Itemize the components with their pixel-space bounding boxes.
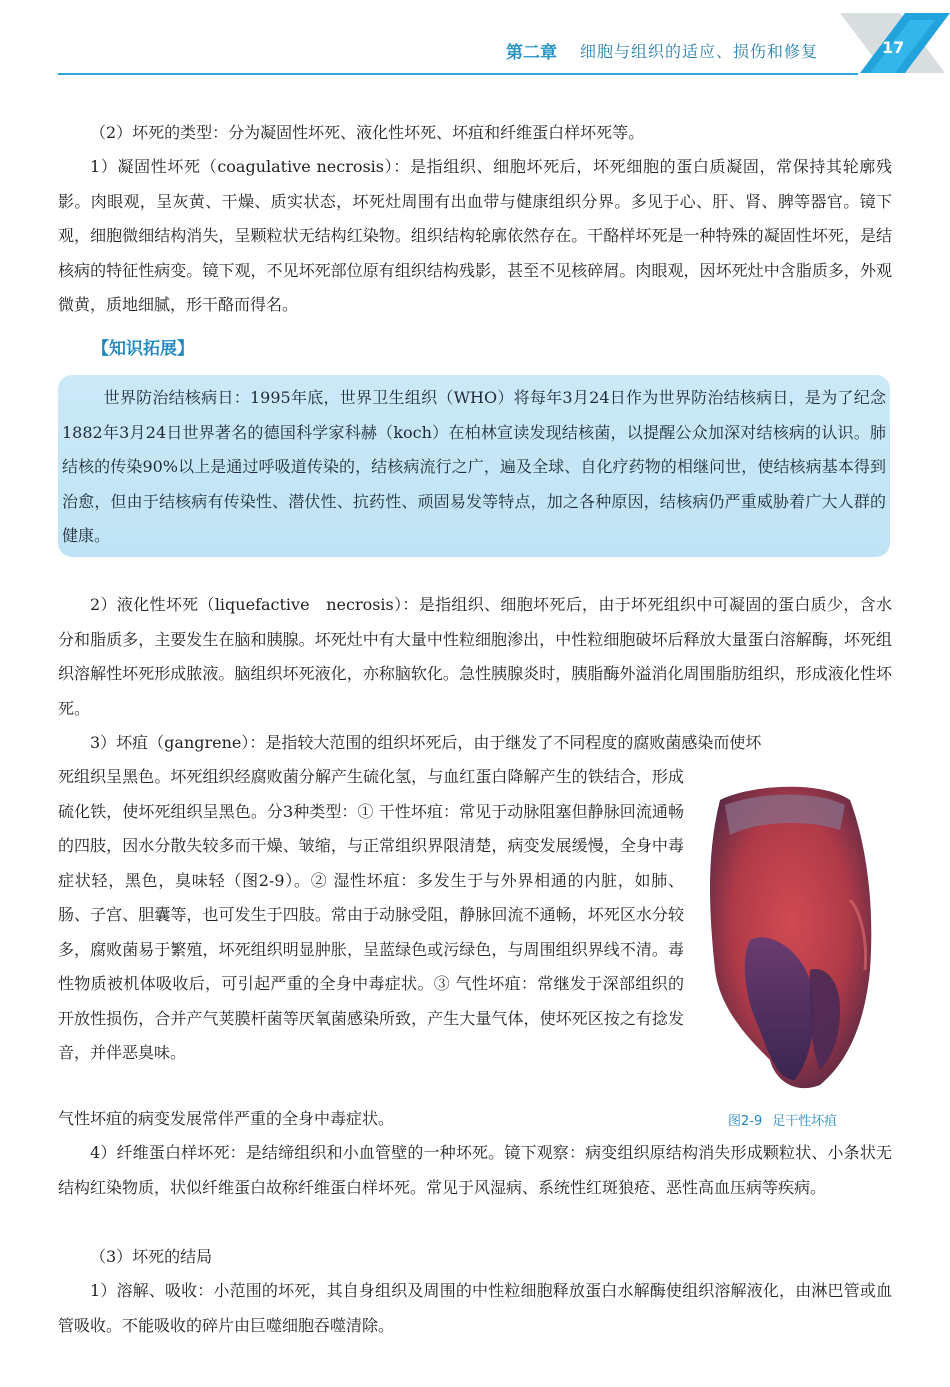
page-header: [0, 0, 950, 80]
header-divider: [58, 73, 858, 75]
figure-caption: [728, 1110, 847, 1129]
paragraph-gangrene-body: 死组织呈黑色。坏死组织经腐败菌分解产生硫化氢，与血红蛋白降解产生的铁结合，形成硫化铁，使坏死组织呈黑色。分3种类型：① 干性坏疽：常见于动脉阻塞但静脉回流通畅的四肢，因水分散失较多而干燥、皱缩，与正常组织界限清楚，病变发展缓慢，全身中毒症状轻，黑色，臭味轻（图2-9）。② 湿性坏疽：多发生于与外界相通的内脏，如肺、肠、子宫、胆囊等，也可发生于四肢。常由于动脉受阻，静脉回流不通畅，坏死区水分较多，腐败菌易于繁殖，坏死组织明显肿胀，呈蓝绿色或污绿色，与周围组织界线不清。毒性物质被机体吸收后，可引起严重的全身中毒症状。③ 气性坏疽：常继发于深部组织的开放性损伤，合并产气荚膜杆菌等厌氧菌感染所致，产生大量气体，使坏死区按之有捻发音，并伴恶臭味。: [58, 767, 684, 1062]
paragraph-gangrene-end: 气性坏疽的病变发展常伴严重的全身中毒症状。: [58, 1109, 395, 1128]
figure-caption-text: 足干性坏疽: [772, 1114, 838, 1129]
paragraph-coagulative-necrosis: 1）凝固性坏死（coagulative necrosis）：是指组织、细胞坏死后，坏死细胞的蛋白质凝固，常保持其轮廓残影。肉眼观，呈灰黄、干燥、质实状态，坏死灶周围有出血带与健康组织分界。多见于心、肝、肾、脾等器官。镜下观，细胞微细结构消失，呈颗粒状无结构红染物。组织结构轮廓依然存在。干酪样坏死是一种特殊的凝固性坏死，是结核病的特征性病变。镜下观，不见坏死部位原有组织结构残影，甚至不见核碎屑。肉眼观，因坏死灶中含脂质多，外观微黄，质地细腻，形干酪而得名。: [58, 157, 892, 314]
figure-number: 图2-9: [728, 1114, 763, 1129]
paragraph-liquefactive-necrosis: 2）液化性坏死（liquefactive necrosis）：是指组织、细胞坏死后，由于坏死组织中可凝固的蛋白质少，含水分和脂质多，主要发生在脑和胰腺。坏死灶中有大量中性粒细胞渗出，中性粒细胞破坏后释放大量蛋白溶解酶，坏死组织溶解性坏死形成脓液。脑组织坏死液化，亦称脑软化。急性胰腺炎时，胰脂酶外溢消化周围脂肪组织，形成液化性坏死。: [58, 595, 892, 718]
page-number: 17: [882, 38, 905, 57]
chapter-title: 细胞与组织的适应、损伤和修复: [580, 42, 819, 61]
paragraph-gangrene-intro: 3）坏疽（gangrene）：是指较大范围的组织坏死后，由于继发了不同程度的腐败菌感染而使坏: [90, 733, 762, 752]
paragraph-necrosis-types: （2）坏死的类型：分为凝固性坏死、液化性坏死、坏疽和纤维蛋白样坏死等。: [90, 123, 645, 142]
chapter-number: 第二章: [506, 43, 557, 63]
knowledge-extension-tag: 【知识拓展】: [92, 339, 194, 359]
paragraph-fibrinoid-necrosis: 4）纤维蛋白样坏死：是结缔组织和小血管壁的一种坏死。镜下观察：病变组织原结构消失形成颗粒状、小条状无结构红染物质，状似纤维蛋白故称纤维蛋白样坏死。常见于风湿病、系统性红斑狼疮、恶性高血压病等疾病。: [58, 1143, 892, 1197]
dry-gangrene-figure: [700, 780, 900, 1100]
knowledge-extension-text: 世界防治结核病日：1995年底，世界卫生组织（WHO）将每年3月24日作为世界防治结核病日，是为了纪念1882年3月24日世界著名的德国科学家科赫（koch）在柏林宣读发现结核菌，以提醒公众加深对结核病的认识。肺结核的传染90%以上是通过呼吸道传染的，结核病流行之广，遍及全球、自化疗药物的相继问世，使结核病基本得到治愈，但由于结核病有传染性、潜伏性、抗药性、顽固易发等特点，加之各种原因，结核病仍严重威胁着广大人群的健康。: [62, 388, 886, 545]
paragraph-dissolution-absorption: 1）溶解、吸收：小范围的坏死，其自身组织及周围的中性粒细胞释放蛋白水解酶使组织溶解液化，由淋巴管或血管吸收。不能吸收的碎片由巨噬细胞吞噬清除。: [58, 1281, 892, 1335]
paragraph-necrosis-outcome: （3）坏死的结局: [90, 1247, 213, 1266]
